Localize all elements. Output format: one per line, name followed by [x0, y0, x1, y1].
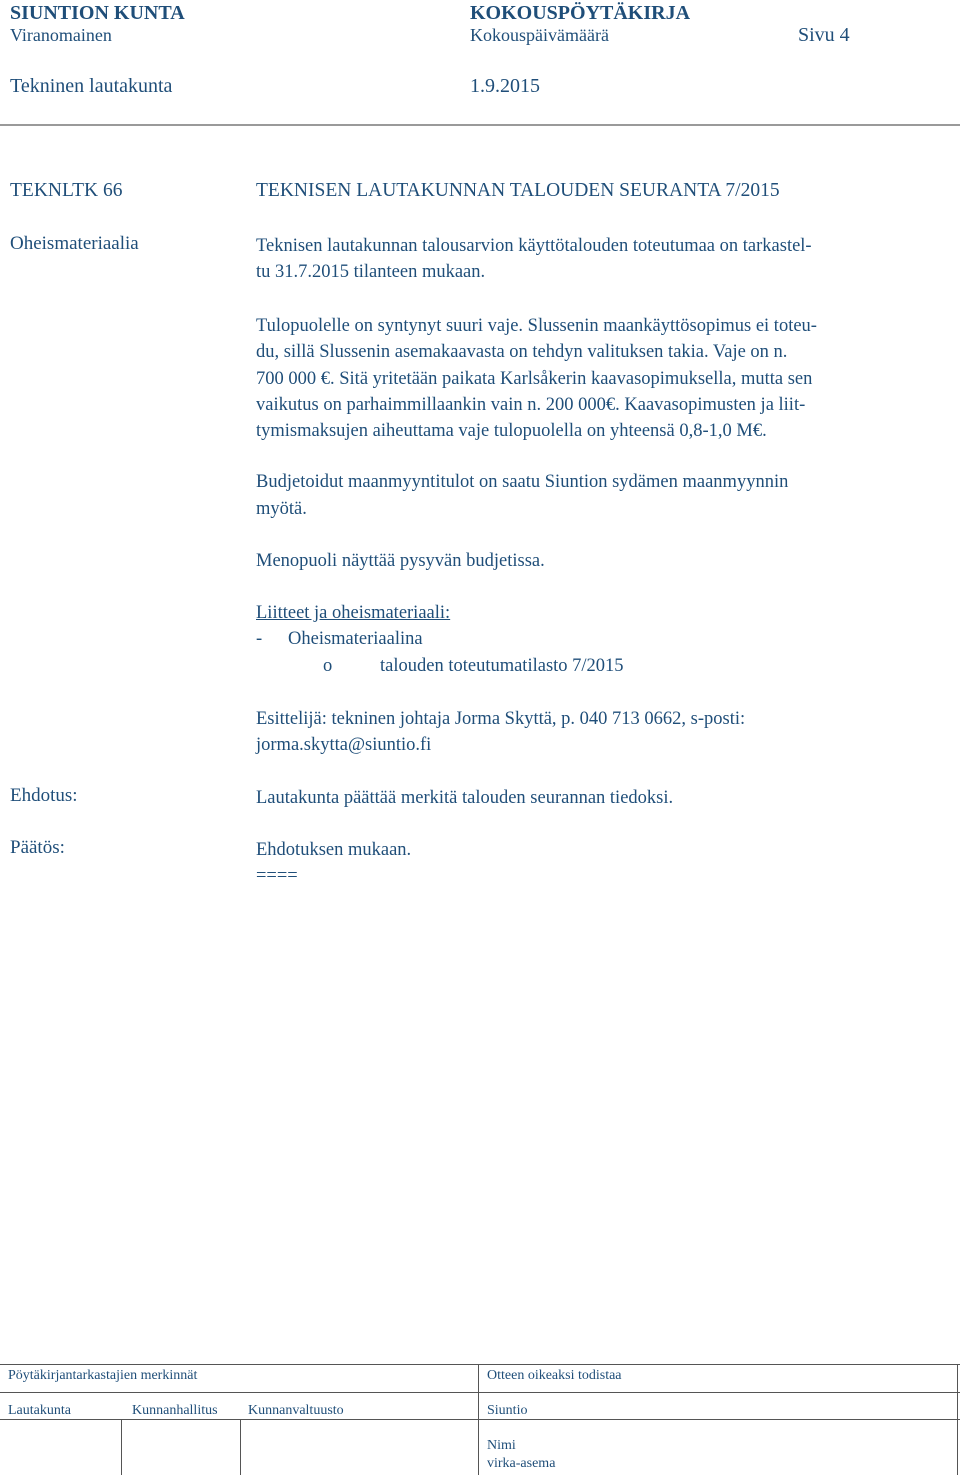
proposal-label: Ehdotus: — [10, 785, 78, 806]
footer-right-border — [957, 1364, 958, 1475]
attachments-bullet: o — [323, 656, 333, 676]
footer-place: Siuntio — [487, 1403, 528, 1418]
proposal-text: Lautakunta päättää merkitä talouden seurannan tiedoksi. — [256, 788, 674, 808]
footer-col-divider-1 — [121, 1419, 122, 1475]
paragraph-3-line-1: Budjetoidut maanmyyntitulot on saatu Siuntion sydämen maanmyynnin — [256, 472, 789, 492]
footer-row-border-2 — [0, 1419, 960, 1420]
paragraph-2-line-2: du, sillä Slussenin asemakaavasta on tehdyn valituksen takia. Vaje on n. — [256, 342, 788, 362]
decision-label: Päätös: — [10, 837, 65, 858]
footer-center-divider — [478, 1364, 479, 1475]
end-mark: ==== — [256, 866, 298, 886]
paragraph-1-line-2: tu 31.7.2015 tilanteen mukaan. — [256, 262, 486, 282]
authority-name: Tekninen lautakunta — [10, 75, 173, 97]
presenter-email: jorma.skytta@siuntio.fi — [256, 735, 432, 755]
paragraph-3-line-2: myötä. — [256, 499, 307, 519]
footer-col-kunnanhallitus: Kunnanhallitus — [132, 1403, 218, 1418]
footer-checkers-label: Pöytäkirjantarkastajien merkinnät — [8, 1368, 198, 1383]
footer-certified-label: Otteen oikeaksi todistaa — [487, 1368, 622, 1383]
footer-position-label: virka-asema — [487, 1456, 556, 1471]
attachments-sub-item: talouden toteutumatilasto 7/2015 — [380, 656, 624, 676]
section-title: TEKNISEN LAUTAKUNNAN TALOUDEN SEURANTA 7/2015 — [256, 180, 780, 201]
footer-name-label: Nimi — [487, 1438, 516, 1453]
footer-col-lautakunta: Lautakunta — [8, 1403, 71, 1418]
presenter-line-1: Esittelijä: tekninen johtaja Jorma Skyttä, p. 040 713 0662, s-posti: — [256, 709, 746, 729]
footer-top-border — [0, 1364, 960, 1365]
section-id: TEKNLTK 66 — [10, 180, 123, 201]
attachments-dash: - — [256, 629, 263, 649]
paragraph-1-line-1: Teknisen lautakunnan talousarvion käyttötalouden toteutumaa on tarkastel- — [256, 236, 812, 256]
footer-col-divider-2 — [240, 1419, 241, 1475]
footer-row-border — [0, 1392, 960, 1393]
paragraph-2-line-5: tymismaksujen aiheuttama vaje tulopuolella on yhteensä 0,8-1,0 M€. — [256, 421, 767, 441]
paragraph-2-line-3: 700 000 €. Sitä yritetään paikata Karlsåkerin kaavasopimuksella, mutta sen — [256, 369, 813, 389]
org-name: SIUNTION KUNTA — [10, 2, 185, 24]
paragraph-4: Menopuoli näyttää pysyvän budjetissa. — [256, 551, 545, 571]
attachments-item: Oheismateriaalina — [288, 629, 423, 649]
footer-col-kunnanvaltuusto: Kunnanvaltuusto — [248, 1403, 344, 1418]
attachments-heading: Liitteet ja oheismateriaali: — [256, 603, 451, 623]
page-number: Sivu 4 — [798, 24, 850, 46]
paragraph-2-line-1: Tulopuolelle on syntynyt suuri vaje. Slussenin maankäyttösopimus ei toteu- — [256, 316, 817, 336]
document-type: KOKOUSPÖYTÄKIRJA — [470, 2, 691, 24]
paragraph-2-line-4: vaikutus on parhaimmillaankin vain n. 200 000€. Kaavasopimusten ja liit- — [256, 395, 806, 415]
decision-text: Ehdotuksen mukaan. — [256, 840, 412, 860]
authority-label: Viranomainen — [10, 25, 112, 45]
meeting-date: 1.9.2015 — [470, 75, 540, 97]
date-label: Kokouspäivämäärä — [470, 25, 609, 45]
background-label: Oheismateriaalia — [10, 233, 139, 254]
header-divider — [0, 124, 960, 126]
